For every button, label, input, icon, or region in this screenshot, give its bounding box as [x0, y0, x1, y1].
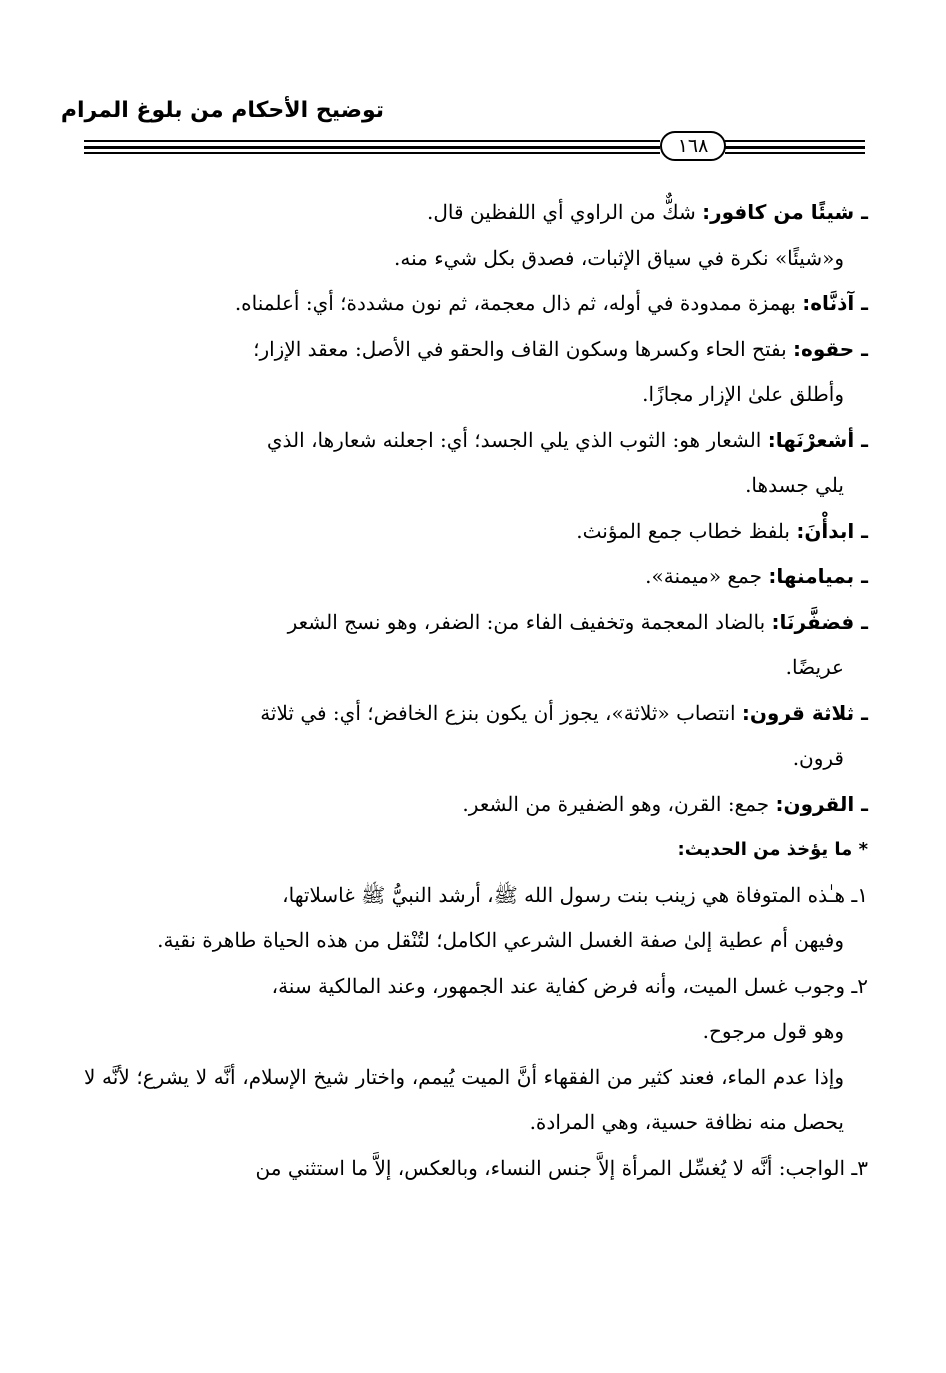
vocab-entry	[84, 281, 868, 327]
vocab-continuation: يلي جسدها.	[745, 473, 844, 497]
point-text: ١ـ هـٰذه المتوفاة هي زينب بنت رسول الله ﷺ، أرشد النبيُّ ﷺ غاسلاتها،	[282, 882, 868, 907]
header-rule	[725, 152, 865, 154]
vocab-definition: و«شيئًا» نكرة في سياق الإثبات، فصدق بكل شيء منه.	[394, 245, 844, 270]
vocab-continuation: عريضًا.	[785, 655, 844, 679]
vocab-definition: شكٌّ من الراوي أي اللفظين قال.	[427, 200, 703, 224]
vocab-entry	[84, 782, 868, 828]
header-rule	[84, 140, 660, 142]
vocab-definition: جمع «ميمنة».	[645, 564, 769, 588]
vocab-entry	[84, 418, 868, 509]
vocab-entry	[84, 554, 868, 600]
section-heading: * ما يؤخذ من الحديث:	[677, 839, 868, 860]
vocab-entry	[84, 327, 868, 418]
vocab-term: ـ ابدأْنَ:	[796, 518, 868, 543]
vocab-term: ـ بميامنها:	[768, 564, 868, 588]
header-rule	[84, 146, 660, 149]
point-paragraph	[84, 1055, 868, 1146]
header-rule	[725, 146, 865, 149]
vocab-definition: بهمزة ممدودة في أوله، ثم ذال معجمة، ثم نون مشددة؛ أي: أعلمناه.	[234, 291, 803, 315]
vocab-term: ـ ثلاثة قرون:	[741, 700, 868, 725]
page-body	[84, 190, 868, 1191]
vocab-term: ـ القرون:	[775, 791, 868, 816]
point-text: وإذا عدم الماء، فعند كثير من الفقهاء أنَّ الميت يُيمم، واختار شيخ الإسلام، أنَّه لا يشرع؛ لأنَّه لا يحصل منه نظافة حسية، وهي المرادة.	[84, 1064, 844, 1134]
vocab-entry	[84, 600, 868, 691]
vocab-definition: جمع: القرن، وهو الضفيرة من الشعر.	[462, 791, 776, 816]
vocab-term: ـ أشعرْنَها:	[767, 427, 868, 452]
page-number: ١٦٨	[660, 131, 726, 161]
vocab-term: ـ آذنَّاه:	[802, 291, 868, 315]
vocab-definition: بالضاد المعجمة وتخفيف الفاء من: الضفر، وهو نسج الشعر	[287, 609, 772, 634]
vocab-term: ـ حقوه:	[793, 336, 868, 361]
numbered-point	[84, 1146, 868, 1192]
point-continuation: وفيهن أم عطية إلىٰ صفة الغسل الشرعي الكامل؛ لتُنْقل من هذه الحياة طاهرة نقية.	[157, 928, 844, 952]
header-rule	[725, 140, 865, 142]
vocab-entry	[84, 509, 868, 555]
vocab-continuation: قرون.	[792, 746, 844, 770]
vocab-entry	[84, 691, 868, 782]
vocab-term: ـ شيئًا من كافور:	[702, 200, 868, 224]
numbered-point	[84, 873, 868, 964]
vocab-definition: بلفظ خطاب جمع المؤنث.	[576, 518, 797, 543]
numbered-point	[84, 964, 868, 1055]
running-title: توضيح الأحكام من بلوغ المرام	[60, 98, 384, 123]
vocab-continuation: وأطلق علىٰ الإزار مجازًا.	[642, 382, 844, 406]
vocab-term: ـ فضفَّرنَا:	[771, 609, 868, 634]
vocab-entry	[84, 236, 868, 282]
header-rule	[84, 152, 660, 154]
vocab-definition: انتصاب «ثلاثة»، يجوز أن يكون بنزع الخافض؛ أي: في ثلاثة	[260, 700, 742, 725]
point-text: ٣ـ الواجب: أنَّه لا يُغسِّل المرأة إلاَّ جنس النساء، وبالعكس، إلاَّ ما استثني من	[255, 1155, 868, 1180]
vocab-definition: بفتح الحاء وكسرها وسكون القاف والحقو في الأصل: معقد الإزار؛	[253, 336, 794, 361]
vocab-entry	[84, 190, 868, 236]
vocab-definition: الشعار هو: الثوب الذي يلي الجسد؛ أي: اجعلنه شعارها، الذي	[266, 427, 768, 452]
point-continuation: وهو قول مرجوح.	[702, 1019, 844, 1043]
point-text: ٢ـ وجوب غسل الميت، وأنه فرض كفاية عند الجمهور، وعند المالكية سنة،	[271, 973, 868, 998]
